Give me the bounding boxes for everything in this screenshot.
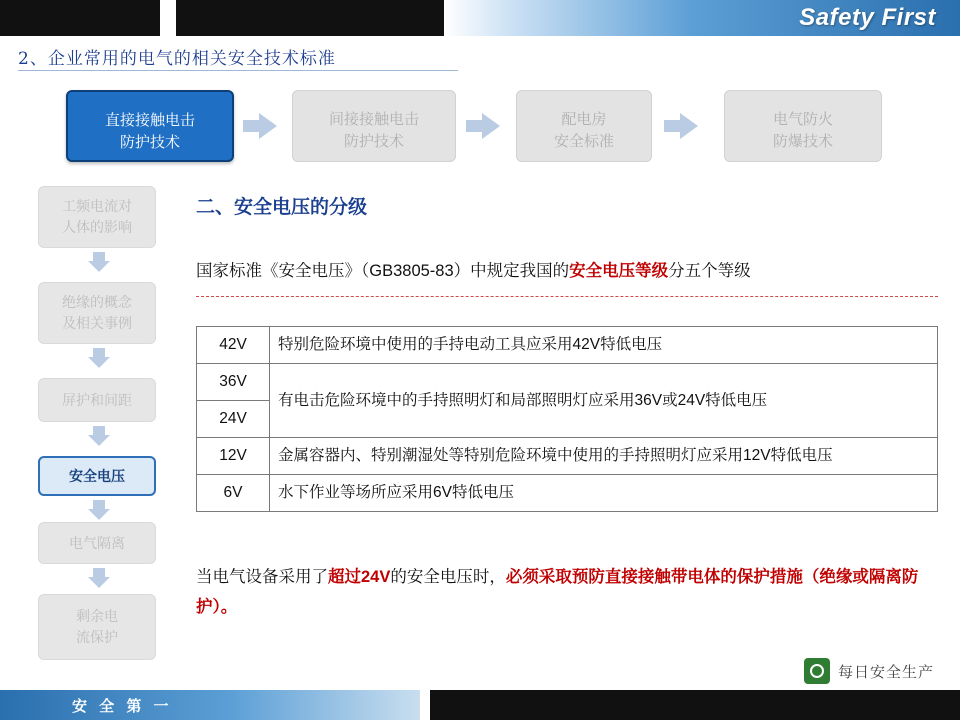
flow-step-1[interactable] — [66, 90, 234, 162]
note-part2: 的安全电压时， — [390, 568, 506, 586]
dashed-divider — [196, 296, 938, 297]
flow-step-3[interactable] — [516, 90, 652, 162]
footer-gradient — [0, 690, 420, 720]
flow-step-2-line2: 防护技术 — [343, 133, 404, 150]
side-step-3-line1: 屏护和间距 — [62, 392, 132, 408]
watermark — [804, 658, 934, 684]
flow-step-4-line1: 电气防火 — [772, 111, 833, 128]
flow-step-1-line2: 防护技术 — [119, 134, 180, 151]
footer-bar — [0, 690, 960, 720]
flow-step-4-line2: 防爆技术 — [772, 133, 833, 150]
side-step-2-line1: 绝缘的概念 — [62, 294, 132, 310]
note-paragraph — [196, 562, 940, 622]
table-row — [197, 364, 938, 401]
cell-voltage-12v: 12V — [197, 438, 270, 475]
banner-block-mid — [176, 0, 444, 36]
side-step-1[interactable] — [38, 186, 156, 248]
side-step-2[interactable] — [38, 282, 156, 344]
side-step-6-line1: 剩余电 — [76, 608, 118, 624]
banner-block-left — [0, 0, 160, 36]
arrow-down-icon-2 — [88, 348, 110, 368]
banner-title: Safety First — [799, 4, 936, 31]
arrow-down-icon-3 — [88, 426, 110, 446]
cell-voltage-36v: 36V — [197, 364, 270, 401]
arrow-down-icon-4 — [88, 500, 110, 520]
flow-step-2[interactable] — [292, 90, 456, 162]
arrow-down-icon-1 — [88, 252, 110, 272]
cell-desc-6v: 水下作业等场所应采用6V特低电压 — [270, 475, 938, 512]
side-step-6[interactable] — [38, 594, 156, 660]
wechat-logo-icon — [804, 658, 830, 684]
banner-gap — [160, 0, 176, 36]
cell-desc-12v: 金属容器内、特别潮湿处等特别危险环境中使用的手持照明灯应采用12V特低电压 — [270, 438, 938, 475]
side-step-1-line1: 工频电流对 — [62, 198, 132, 214]
intro-text-part2: 分五个等级 — [668, 262, 751, 280]
side-step-1-line2: 人体的影响 — [62, 219, 132, 235]
intro-highlight: 安全电压等级 — [569, 262, 669, 280]
flow-step-2-line1: 间接接触电击 — [328, 111, 419, 128]
arrow-right-icon-2 — [466, 113, 500, 139]
cell-desc-42v: 特别危险环境中使用的手持电动工具应采用42V特低电压 — [270, 327, 938, 364]
note-part1: 当电气设备采用了 — [196, 568, 328, 586]
cell-voltage-6v: 6V — [197, 475, 270, 512]
flow-step-4[interactable] — [724, 90, 882, 162]
cell-desc-36v-24v: 有电击危险环境中的手持照明灯和局部照明灯应采用36V或24V特低电压 — [270, 364, 938, 438]
side-step-3[interactable] — [38, 378, 156, 422]
cell-voltage-24v: 24V — [197, 401, 270, 438]
footer-block — [430, 690, 960, 720]
flow-step-1-line1: 直接接触电击 — [104, 112, 195, 129]
table-row — [197, 475, 938, 512]
table-row — [197, 438, 938, 475]
note-highlight-2: 必须采取预防直接接触带电体的保护措施（绝缘或隔离防护）。 — [196, 568, 919, 616]
side-step-4[interactable] — [38, 456, 156, 496]
content-subtitle: 二、安全电压的分级 — [196, 197, 368, 218]
page-title: 2、企业常用的电气的相关安全技术标准 — [18, 49, 336, 69]
intro-paragraph — [196, 258, 940, 284]
table-row — [197, 327, 938, 364]
voltage-table — [196, 326, 938, 512]
side-step-5-line1: 电气隔离 — [69, 535, 125, 551]
arrow-right-icon-1 — [243, 113, 277, 139]
intro-text-part1: 国家标准《安全电压》（GB3805-83）中规定我国的 — [196, 262, 570, 280]
side-step-6-line2: 流保护 — [76, 629, 118, 645]
side-step-5[interactable] — [38, 522, 156, 564]
side-step-2-line2: 及相关事例 — [62, 315, 132, 331]
side-step-4-line1: 安全电压 — [69, 468, 125, 484]
top-banner — [0, 0, 960, 36]
arrow-down-icon-5 — [88, 568, 110, 588]
note-highlight-1: 超过24V — [328, 568, 391, 586]
cell-voltage-42v: 42V — [197, 327, 270, 364]
watermark-text: 每日安全生产 — [837, 663, 934, 681]
footer-text: 安 全 第 一 — [72, 698, 173, 715]
flow-step-3-line2: 安全标准 — [553, 133, 614, 150]
title-divider — [18, 70, 458, 71]
flow-step-3-line1: 配电房 — [561, 111, 607, 128]
arrow-right-icon-3 — [664, 113, 698, 139]
